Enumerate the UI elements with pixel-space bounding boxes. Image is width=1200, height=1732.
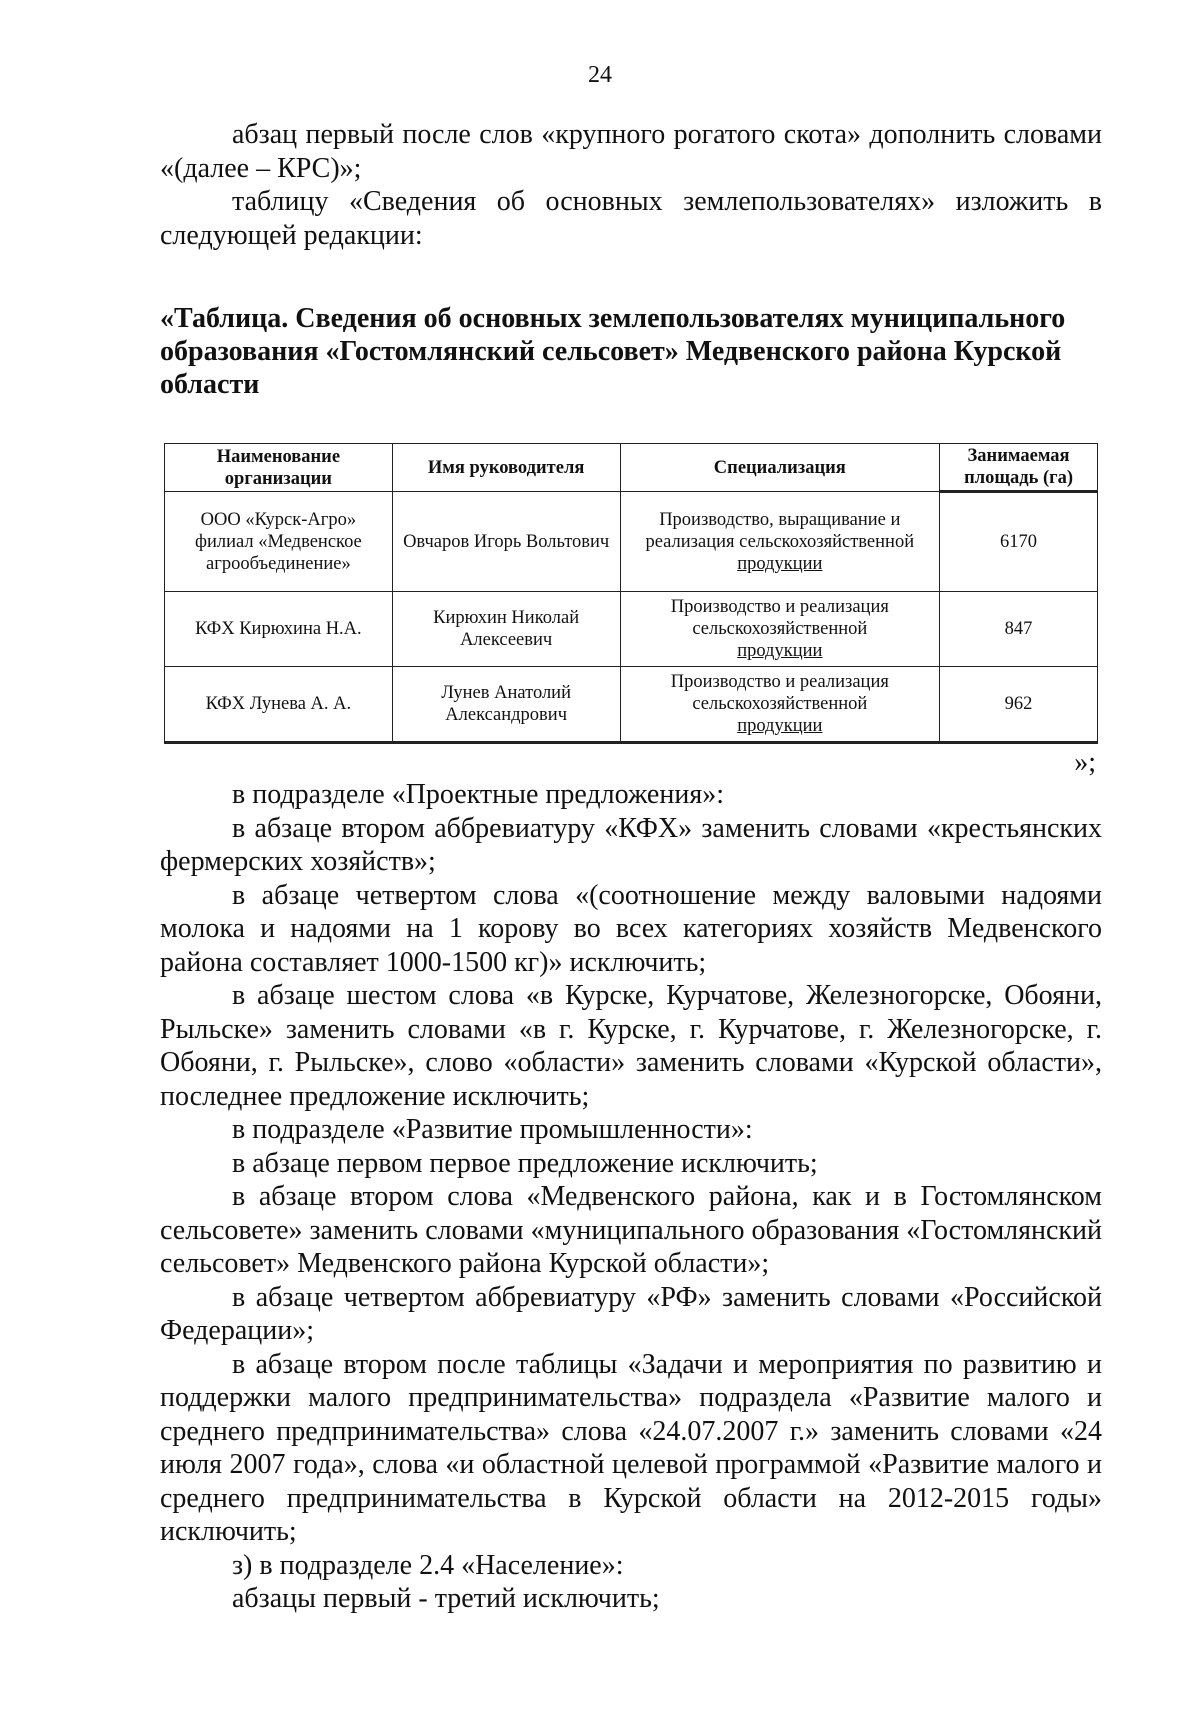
land-users-table — [164, 443, 1098, 744]
table-row — [165, 592, 1098, 667]
body-paragraph-5: в подразделе «Развитие промышленности»: — [232, 1114, 753, 1145]
cell-organization: КФХ Кирюхина Н.А. — [165, 592, 393, 667]
cell-organization: КФХ Лунева А. А. — [165, 667, 393, 743]
intro-paragraph-2: таблицу «Сведения об основных землепользователях» изложить в следующей редакции: — [160, 186, 1102, 251]
body-paragraph-9: в абзаце втором после таблицы «Задачи и мероприятия по развитию и поддержки малого предпринимательства» подраздела «Развитие малого и среднего предпринимательства» слова «24.07.2007 г.» заменить словами «24 июля 2007 года», слова «и областной целевой программой «Развитие малого и среднего предпринимательства в Курской области на 2012-2015 годы» исключить; — [160, 1348, 1102, 1547]
body-paragraph-1: в подразделе «Проектные предложения»: — [232, 779, 724, 810]
cell-manager: Кирюхин Николай Алексеевич — [392, 592, 620, 667]
cell-area: 962 — [940, 667, 1098, 743]
body-paragraph-3: в абзаце четвертом слова «(соотношение между валовыми надоями молока и надоями на 1 корову во всех категориях хозяйств Медвенского района составляет 1000-1500 кг)» исключить; — [160, 879, 1102, 978]
specialization-text-last: продукции — [737, 641, 823, 661]
body-paragraph-8: в абзаце четвертом аббревиатуру «РФ» заменить словами «Российской Федерации»; — [160, 1281, 1102, 1346]
table-header-row — [165, 444, 1098, 492]
body-paragraph-10: з) в подразделе 2.4 «Население»: — [232, 1549, 624, 1581]
body-paragraph-7: в абзаце втором слова «Медвенского района, как и в Гостомлянском сельсовете» заменить словами «муниципального образования «Гостомлянский сельсовет» Медвенского района Курской области»; — [160, 1181, 1102, 1279]
cell-area: 847 — [940, 592, 1098, 667]
specialization-text-last: продукции — [737, 716, 823, 736]
specialization-text-last: продукции — [737, 553, 823, 574]
specialization-text: Производство, выращивание и реализация сельскохозяйственной — [645, 509, 915, 552]
table-title: «Таблица. Сведения об основных землепользователях муниципального образования «Гостомлянский сельсовет» Медвенского района Курской области — [160, 303, 1066, 400]
cell-specialization — [620, 592, 940, 667]
header-area: Занимаемая площадь (га) — [940, 444, 1098, 492]
header-manager: Имя руководителя — [392, 444, 620, 492]
page-number: 24 — [588, 62, 612, 88]
specialization-text: Производство и реализация сельскохозяйственной — [670, 597, 889, 639]
cell-organization: ООО «Курск-Агро» филиал «Медвенское агрообъединение» — [165, 492, 393, 592]
header-specialization: Специализация — [620, 444, 940, 492]
intro-paragraph-1: абзац первый после слов «крупного рогатого скота» дополнить словами «(далее – КРС)»; — [160, 119, 1102, 184]
document-body — [160, 118, 1102, 1616]
cell-specialization — [620, 492, 940, 592]
table-row — [165, 492, 1098, 592]
body-paragraph-11: абзацы первый - третий исключить; — [232, 1583, 660, 1614]
cell-manager: Овчаров Игорь Вольтович — [392, 492, 620, 592]
body-paragraph-4: в абзаце шестом слова «в Курске, Курчатове, Железногорске, Обояни, Рыльске» заменить словами «в г. Курске, г. Курчатове, г. Железногорске, г. Обояни, г. Рыльске», слово «области» заменить словами «Курской области», последнее предложение исключить; — [160, 980, 1102, 1112]
header-organization: Наименование организации — [165, 444, 393, 492]
cell-manager: Лунев Анатолий Александрович — [392, 667, 620, 743]
cell-area: 6170 — [940, 492, 1098, 592]
body-paragraph-2: в абзаце втором аббревиатуру «КФХ» заменить словами «крестьянских фермерских хозяйств»; — [160, 812, 1102, 877]
cell-specialization — [620, 667, 940, 743]
table-row — [165, 667, 1098, 743]
table-closing-quote: »; — [1074, 747, 1096, 778]
body-paragraph-6: в абзаце первом первое предложение исключить; — [232, 1147, 818, 1179]
specialization-text: Производство и реализация сельскохозяйственной — [670, 672, 889, 714]
